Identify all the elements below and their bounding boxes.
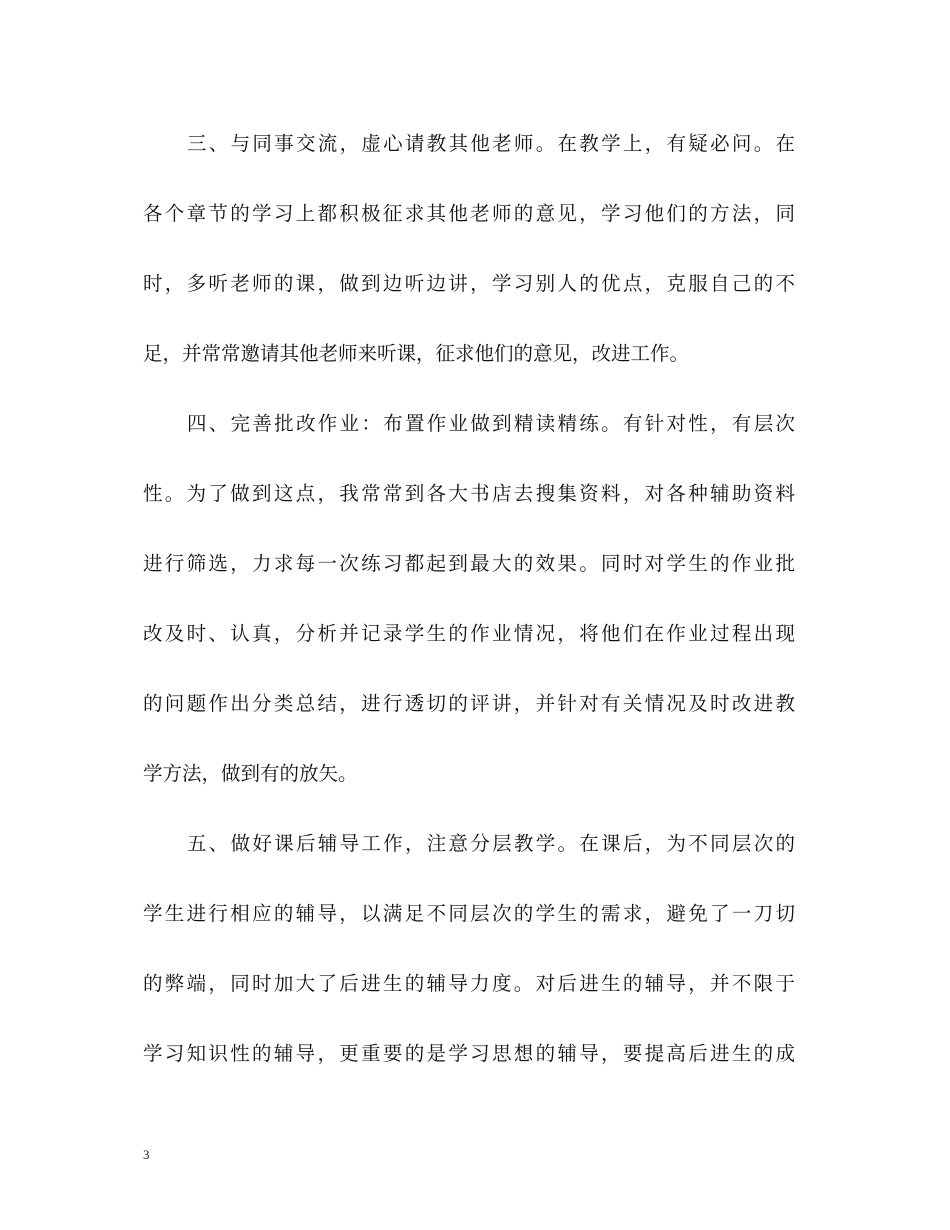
page-number: 3: [143, 1147, 150, 1162]
text-line: 学方法，做到有的放矢。: [143, 762, 358, 785]
text-line: 三、与同事交流，虚心请教其他老师。在教学上，有疑必问。在: [187, 132, 795, 155]
text-line: 时，多听老师的课，做到边听边讲，学习别人的优点，克服自己的不: [143, 272, 795, 295]
text-line: 五、做好课后辅导工作，注意分层教学。在课后，为不同层次的: [187, 832, 795, 855]
text-line: 各个章节的学习上都积极征求其他老师的意见，学习他们的方法，同: [143, 202, 795, 225]
text-line: 足，并常常邀请其他老师来听课，征求他们的意见，改进工作。: [143, 342, 690, 365]
text-line: 改及时、认真，分析并记录学生的作业情况，将他们在作业过程出现: [143, 622, 795, 645]
text-line: 学生进行相应的辅导，以满足不同层次的学生的需求，避免了一刀切: [143, 902, 795, 925]
text-line: 进行筛选，力求每一次练习都起到最大的效果。同时对学生的作业批: [143, 552, 795, 575]
body-text: [143, 118, 795, 1098]
text-line: 的弊端，同时加大了后进生的辅导力度。对后进生的辅导，并不限于: [143, 972, 795, 995]
text-line: 性。为了做到这点，我常常到各大书店去搜集资料，对各种辅助资料: [143, 482, 795, 505]
text-line: 的问题作出分类总结，进行透切的评讲，并针对有关情况及时改进教: [143, 692, 795, 715]
text-line: 学习知识性的辅导，更重要的是学习思想的辅导，要提高后进生的成: [143, 1042, 795, 1065]
text-line: 四、完善批改作业：布置作业做到精读精练。有针对性，有层次: [187, 412, 795, 435]
